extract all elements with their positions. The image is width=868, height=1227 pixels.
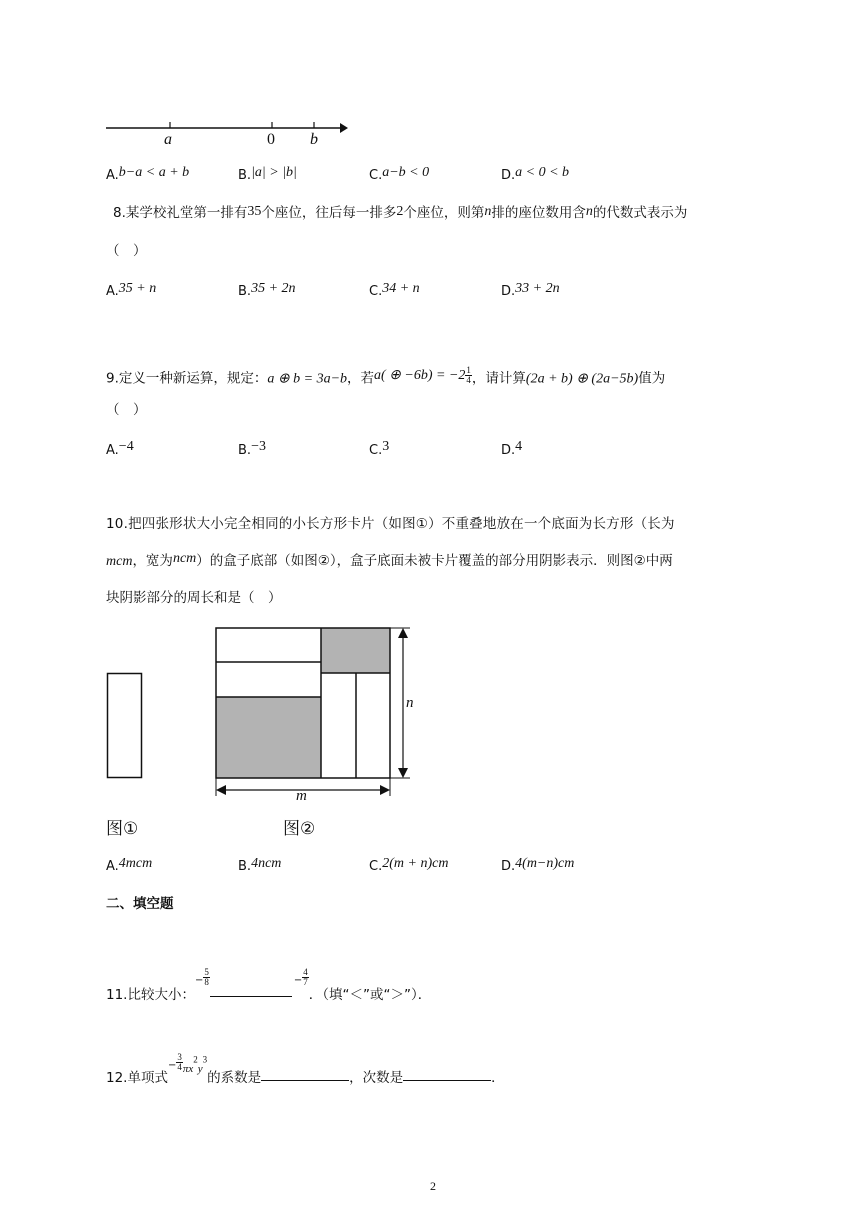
option-letter: B.	[238, 168, 252, 183]
q8-option-d[interactable]	[501, 281, 560, 299]
q7-option-a[interactable]	[106, 165, 190, 183]
q12-text: 的系数是	[207, 1070, 262, 1086]
q10-option-c[interactable]	[369, 856, 449, 874]
q8-stem	[113, 204, 688, 221]
q11-text: ．（填“＜”或“＞”）．	[308, 987, 432, 1003]
option-letter: C.	[369, 284, 383, 299]
q11-neg-sign: −	[194, 975, 204, 986]
q7-option-d[interactable]	[501, 165, 570, 183]
option-letter: A.	[106, 443, 119, 458]
q12-fraction	[176, 1053, 183, 1072]
option-letter: D.	[501, 859, 516, 874]
q9-text: ，若	[347, 370, 375, 387]
q9-stem	[106, 365, 666, 388]
number-line-label-zero: 0	[267, 131, 275, 148]
option-expr: a−b < 0	[382, 165, 430, 180]
q10-option-a[interactable]	[106, 856, 153, 874]
q10-dim-m: mcm	[106, 554, 133, 569]
q9-option-c[interactable]	[369, 439, 390, 458]
q10-option-d[interactable]	[501, 856, 575, 874]
option-letter: D.	[501, 284, 516, 299]
frac-den: 4	[466, 375, 471, 385]
option-letter: B.	[238, 284, 252, 299]
q9-answer-paren: （ ）	[106, 402, 147, 418]
frac-den: 7	[303, 977, 308, 987]
option-letter: A.	[106, 284, 119, 299]
q12-monomial: πx	[182, 1063, 194, 1075]
figure-2-label-m: m	[296, 788, 307, 804]
option-letter: B.	[238, 859, 252, 874]
figure-2-label: 图②	[283, 819, 316, 839]
option-letter: D.	[501, 168, 516, 183]
q12-degree-blank[interactable]	[403, 1066, 491, 1081]
q9-option-d[interactable]	[501, 439, 523, 458]
figure-1-card	[106, 672, 146, 782]
option-expr: b−a < a + b	[118, 165, 190, 180]
q8-text: 个座位，往后每一排多	[261, 205, 397, 221]
q10-option-b[interactable]	[238, 856, 282, 874]
q7-option-c[interactable]	[369, 165, 430, 183]
q9-option-b[interactable]	[238, 439, 266, 458]
option-letter: B.	[238, 443, 252, 458]
number-line-label-b: b	[310, 131, 318, 148]
q9-text: ，请计算	[471, 370, 526, 387]
frac-num: 5	[204, 967, 209, 977]
q8-text: 的代数式表示为	[592, 205, 688, 221]
q9-rule: a ⊕ b = 3a−b	[267, 371, 348, 387]
q12-var-y: y	[197, 1063, 203, 1075]
option-letter: C.	[369, 168, 383, 183]
q12-coefficient-blank[interactable]	[261, 1066, 349, 1081]
q8-var-n: n	[484, 204, 492, 219]
q9-fraction	[465, 366, 472, 385]
frac-num: 4	[303, 967, 308, 977]
q8-num-2: 2	[396, 204, 404, 219]
number-line-label-a: a	[164, 131, 172, 148]
option-expr: 4	[515, 439, 523, 454]
number-line	[100, 118, 360, 152]
option-letter: A.	[106, 859, 119, 874]
q12-text: ，次数是	[349, 1070, 404, 1086]
q8-answer-paren: （ ）	[106, 243, 147, 259]
q9-condition: a( ⊕ −6b) = −2	[374, 367, 466, 383]
q12-text: 12.单项式	[106, 1070, 168, 1086]
q12-text: ．	[491, 1070, 505, 1086]
option-expr: 35 + 2n	[251, 281, 296, 296]
frac-den: 8	[204, 977, 209, 987]
q11-fraction-2	[302, 968, 309, 987]
q8-text: 8.某学校礼堂第一排有	[113, 205, 248, 221]
q9-option-a[interactable]	[106, 439, 134, 458]
q8-text: 排的座位数用含	[491, 205, 586, 221]
section-heading: 二、填空题	[106, 896, 174, 912]
option-expr: 4(m−n)cm	[515, 856, 575, 871]
option-expr: 34 + n	[382, 281, 420, 296]
q8-option-a[interactable]	[106, 281, 157, 299]
option-letter: C.	[369, 859, 383, 874]
q10-text: ，宽为	[132, 553, 173, 569]
q10-line-2	[106, 551, 673, 569]
frac-den: 4	[177, 1062, 182, 1072]
figure-2-label-n: n	[406, 695, 414, 711]
option-expr: 35 + n	[118, 281, 157, 296]
figure-1-label: 图①	[106, 819, 139, 839]
q8-option-c[interactable]	[369, 281, 420, 299]
option-expr: −4	[118, 439, 134, 454]
q8-var-n: n	[585, 204, 593, 219]
option-expr: a < 0 < b	[515, 165, 570, 180]
page-number: 2	[430, 1179, 436, 1193]
q11-stem	[106, 967, 432, 1003]
q8-text: 个座位，则第	[403, 205, 485, 221]
option-expr: 33 + 2n	[515, 281, 560, 296]
q10-line-3: 块阴影部分的周长和是（ ）	[106, 590, 282, 606]
q11-neg-sign: −	[293, 975, 303, 986]
q11-answer-blank[interactable]	[210, 982, 292, 997]
q8-num-35: 35	[247, 204, 262, 219]
q11-text: 11.比较大小：	[106, 987, 195, 1003]
q9-text: 9.定义一种新运算，规定：	[106, 370, 268, 387]
q12-exponent: 2	[193, 1054, 198, 1065]
q10-text: ）的盒子底部（如图②），盒子底面未被卡片覆盖的部分用阴影表示．则图②中两	[196, 553, 673, 569]
q10-line-1: 10.把四张形状大小完全相同的小长方形卡片（如图①）不重叠地放在一个底面为长方形（长为	[106, 516, 675, 532]
option-expr: 3	[382, 439, 390, 454]
q12-exponent: 3	[202, 1054, 208, 1065]
q12-neg-sign: −	[167, 1060, 177, 1071]
option-expr: 4ncm	[251, 856, 282, 871]
q9-text: 值为	[638, 370, 666, 387]
q10-dim-n: ncm	[172, 551, 197, 566]
option-expr: 4mcm	[118, 856, 153, 871]
frac-num: 3	[177, 1052, 182, 1062]
q9-calc: (2a + b) ⊕ (2a−5b)	[525, 371, 639, 387]
option-expr: −3	[251, 439, 266, 454]
q7-option-b[interactable]	[238, 165, 297, 183]
option-letter: C.	[369, 443, 383, 458]
option-letter: D.	[501, 443, 516, 458]
figure-2-box	[212, 624, 422, 800]
q12-stem	[106, 1052, 505, 1086]
frac-num: 1	[466, 365, 471, 375]
option-letter: A.	[106, 168, 119, 183]
option-expr: 2(m + n)cm	[382, 856, 449, 871]
q8-option-b[interactable]	[238, 281, 296, 299]
option-expr: |a| > |b|	[251, 165, 297, 180]
